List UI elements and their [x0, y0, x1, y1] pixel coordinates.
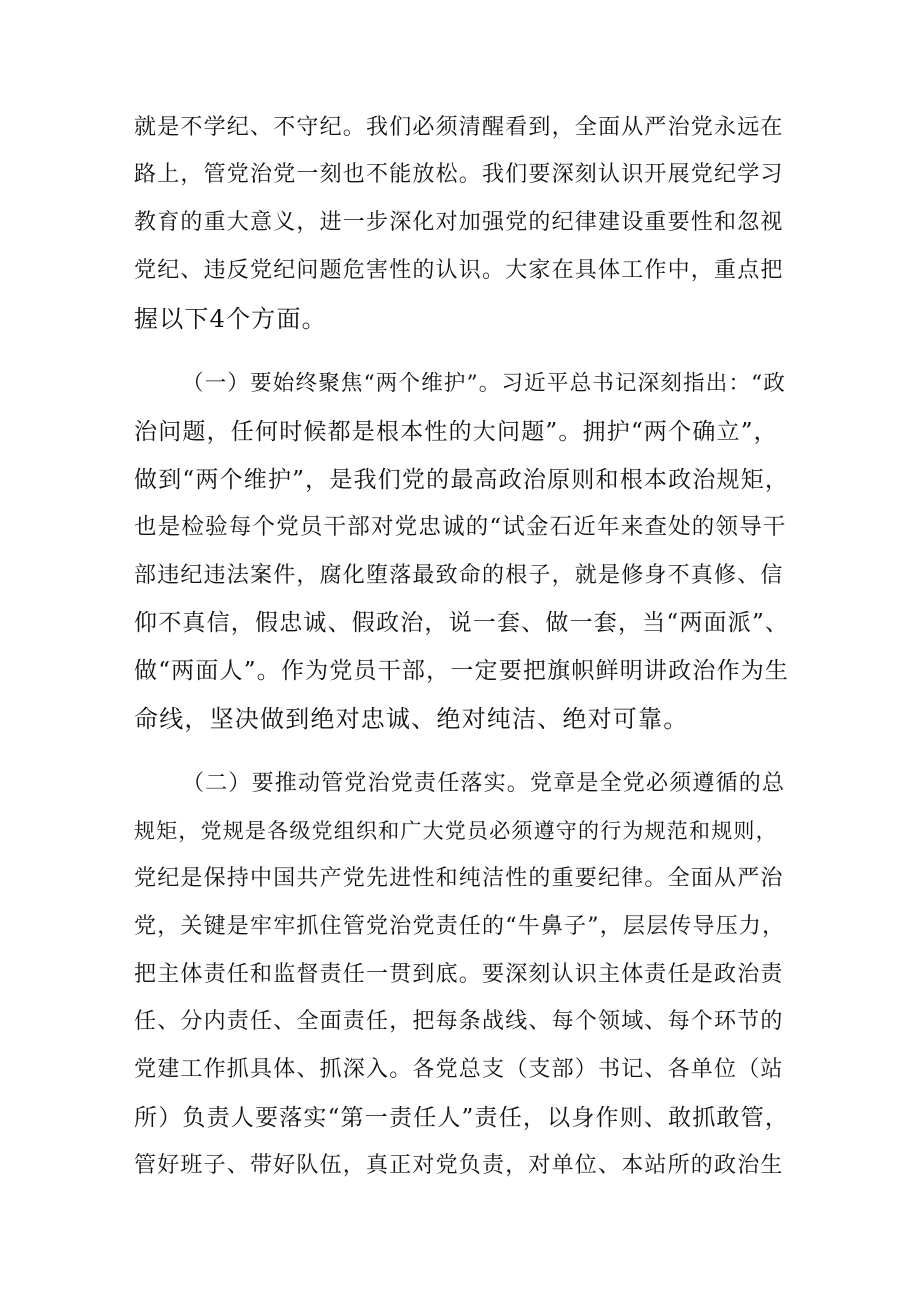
- text-line: 任、分内责任、全面责任，把每条战线、每个领域、每个环节的: [134, 1009, 784, 1034]
- text-line: 把主体责任和监督责任一贯到底。要深刻认识主体责任是政治责: [134, 962, 784, 987]
- text-line: 管好班子、带好队伍，真正对党负责，对单位、本站所的政治生: [134, 1153, 784, 1178]
- section-heading-line: （二）要推动管党治党责任落实。党章是全党必须遵循的总: [182, 771, 786, 796]
- text-line: 做到“两个维护”，是我们党的最高政治原则和根本政治规矩，: [134, 467, 790, 493]
- text-line: 教育的重大意义，进一步深化对加强党的纪律建设重要性和忽视: [134, 210, 784, 235]
- text-line: 也是检验每个党员干部对党忠诚的“试金石近年来查处的领导干: [134, 514, 787, 540]
- text-line: 党建工作抓具体、抓深入。各党总支（支部）书记、各单位（站: [134, 1057, 784, 1082]
- text-line: 仰不真信，假忠诚、假政治，说一套、做一套，当“两面派”、: [134, 610, 790, 636]
- text-line: 命线，坚决做到绝对忠诚、绝对纯洁、绝对可靠。: [134, 705, 689, 733]
- text-line: 治问题，任何时候都是根本性的大问题”。拥护“两个确立”，: [134, 419, 778, 445]
- section-heading-line: （一）要始终聚焦“两个维护”。习近平总书记深刻指出：“政: [182, 371, 787, 396]
- text-line: 党，关键是牢牢抓住管党治党责任的“牛鼻子”，层层传导压力，: [134, 914, 786, 939]
- text-line: 规矩，党规是各级党组织和广大党员必须遵守的行为规范和规则，: [134, 819, 778, 843]
- text-line: 做“两面人”。作为党员干部，一定要把旗帜鲜明讲政治作为生: [134, 658, 790, 684]
- text-line: 就是不学纪、不守纪。我们必须清醒看到，全面从严治党永远在: [134, 115, 784, 140]
- text-line: 部违纪违法案件，腐化堕落最致命的根子，就是修身不真修、信: [134, 563, 784, 588]
- text-line: 党纪、违反党纪问题危害性的认识。大家在具体工作中，重点把: [134, 258, 784, 283]
- text-line: 路上，管党治党一刻也不能放松。我们要深刻认识开展党纪学习: [134, 162, 784, 187]
- text-line: 握以下4个方面。: [134, 305, 327, 333]
- text-line: 所）负责人要落实“第一责任人”责任，以身作则、敢抓敢管，: [134, 1105, 790, 1131]
- text-line: 党纪是保持中国共产党先进性和纯洁性的重要纪律。全面从严治: [134, 866, 784, 891]
